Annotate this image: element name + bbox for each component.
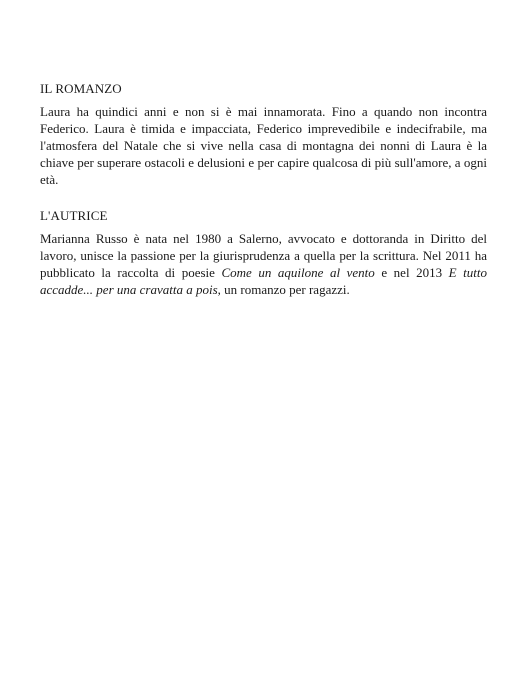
autrice-text-2: e nel 2013	[374, 265, 449, 280]
section-autrice	[40, 207, 487, 298]
document-body	[40, 80, 487, 298]
romanzo-paragraph: Laura ha quindici anni e non si è mai innamorata. Fino a quando non incontra Federico. Laura è timida e impacciata, Federico imprevedibile e indecifrabile, ma l'atmosfera del Natale che si vive nella casa di montagna dei nonni di Laura è la chiave per superare ostacoli e delusioni e per capire qualcosa di più sull'amore, a ogni età.	[40, 104, 487, 187]
autrice-heading: L'AUTRICE	[40, 208, 108, 223]
book-title-poems: Come un aquilone al vento	[221, 265, 375, 280]
section-romanzo	[40, 80, 487, 188]
autrice-text-3: , un romanzo per ragazzi.	[217, 282, 350, 297]
autrice-text-1: Marianna Russo è nata nel 1980 a Salerno, avvocato e dottoranda in Diritto del lavoro, unisce la passione per la giurisprudenza a quella per la scrittura. Nel 2011 ha pubblicato la raccolta di poesie	[40, 231, 487, 280]
autrice-paragraph	[40, 230, 487, 298]
romanzo-heading: IL ROMANZO	[40, 81, 122, 96]
book-title-novel: E tutto accadde... per una cravatta a pois	[40, 265, 488, 297]
